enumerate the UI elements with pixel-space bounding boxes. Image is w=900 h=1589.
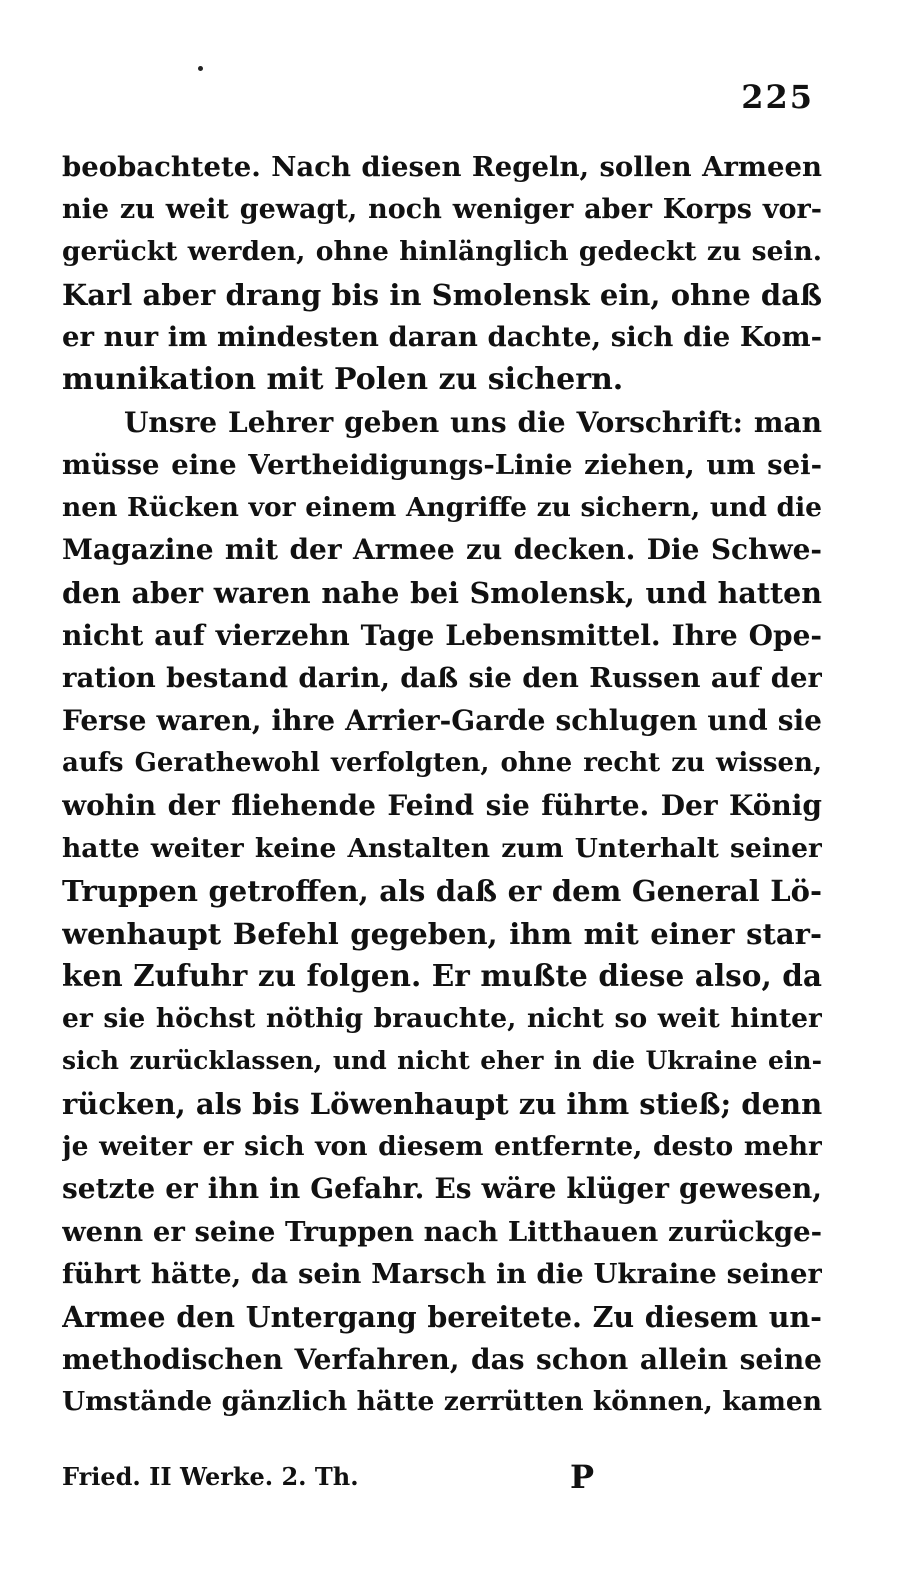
text-line: Magazine mit der Armee zu decken. Die Schwe- bbox=[62, 533, 822, 567]
text-line: den aber waren nahe bei Smolensk, und hatten bbox=[62, 575, 822, 610]
text-line: setzte er ihn in Gefahr. Es wäre klüger gewesen, bbox=[62, 1172, 822, 1206]
text-line: wohin der fliehende Feind sie führte. Der König bbox=[62, 788, 822, 822]
signature-mark: P bbox=[570, 1458, 595, 1496]
text-line: er nur im mindesten daran dachte, sich die Kom- bbox=[62, 321, 822, 354]
text-line: nie zu weit gewagt, noch weniger aber Korps vor- bbox=[62, 193, 822, 225]
text-line: Umstände gänzlich hätte zerrütten können, kamen bbox=[62, 1386, 822, 1418]
print-speck bbox=[198, 66, 203, 71]
text-line: munikation mit Polen zu sichern. bbox=[62, 361, 624, 397]
text-line: wenn er seine Truppen nach Litthauen zurückge- bbox=[62, 1215, 822, 1248]
text-line: ken Zufuhr zu folgen. Er mußte diese also, da bbox=[62, 958, 822, 994]
text-line: methodischen Verfahren, das schon allein seine bbox=[62, 1342, 822, 1376]
text-line: wenhaupt Befehl gegeben, ihm mit einer star- bbox=[62, 916, 822, 951]
page-footer bbox=[62, 1458, 822, 1502]
body-text bbox=[62, 146, 822, 1424]
text-line: Unsre Lehrer geben uns die Vorschrift: man bbox=[124, 405, 822, 439]
text-line: führt hätte, da sein Marsch in die Ukraine seiner bbox=[62, 1258, 822, 1291]
text-line: rücken, als bis Löwenhaupt zu ihm stieß; denn bbox=[62, 1087, 822, 1122]
text-line: nen Rücken vor einem Angriffe zu sichern, und die bbox=[62, 491, 822, 523]
text-line: Karl aber drang bis in Smolensk ein, ohne daß bbox=[62, 277, 822, 312]
text-line: je weiter er sich von diesem entfernte, desto mehr bbox=[62, 1130, 822, 1162]
text-line: nicht auf vierzehn Tage Lebensmittel. Ihre Ope- bbox=[62, 618, 822, 652]
text-line: beobachtete. Nach diesen Regeln, sollen Armeen bbox=[62, 151, 822, 183]
page-number: 225 bbox=[741, 78, 814, 116]
signature-note: Fried. II Werke. 2. Th. bbox=[62, 1462, 359, 1491]
text-line: Truppen getroffen, als daß er dem General Lö- bbox=[62, 874, 822, 909]
text-line: ration bestand darin, daß sie den Russen auf der bbox=[62, 662, 822, 695]
text-line: hatte weiter keine Anstalten zum Unterhalt seiner bbox=[62, 832, 822, 864]
text-line: sich zurücklassen, und nicht eher in die Ukraine ein- bbox=[62, 1046, 822, 1076]
text-line: müsse eine Vertheidigungs-Linie ziehen, um sei- bbox=[62, 449, 822, 482]
text-line: aufs Gerathewohl verfolgten, ohne recht zu wissen, bbox=[62, 748, 822, 779]
text-line: gerückt werden, ohne hinlänglich gedeckt zu sein. bbox=[62, 236, 822, 268]
text-line: Armee den Untergang bereitete. Zu diesem un- bbox=[62, 1300, 822, 1335]
text-line: Ferse waren, ihre Arrier-Garde schlugen und sie bbox=[62, 703, 822, 737]
text-line: er sie höchst nöthig brauchte, nicht so weit hinter bbox=[62, 1002, 822, 1034]
